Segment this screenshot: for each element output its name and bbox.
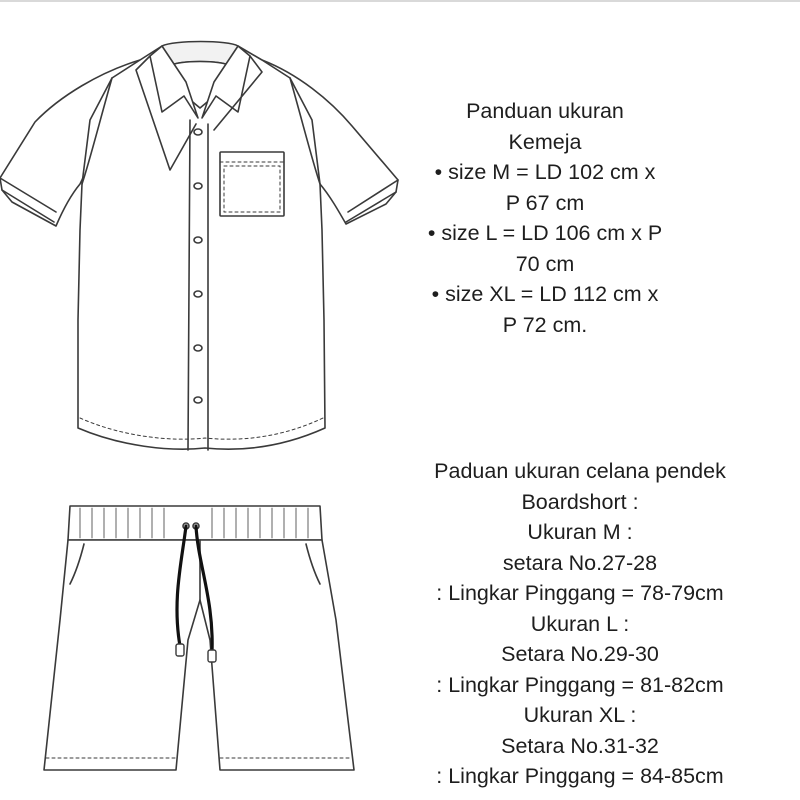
shorts-size-l-waist: : Lingkar Pinggang = 81-82cm	[436, 672, 724, 697]
shorts-size-xl-equivalent: Setara No.31-32	[501, 733, 659, 758]
shorts-size-m-waist: : Lingkar Pinggang = 78-79cm	[436, 581, 724, 605]
shorts-size-xl-label: Ukuran XL :	[523, 703, 637, 727]
shirt-size-m-length: P 67 cm	[505, 190, 585, 215]
shorts-size-guide	[405, 456, 755, 792]
shorts-size-m-label: Ukuran M :	[527, 520, 633, 544]
shirt-guide-title: Panduan ukuran	[466, 99, 624, 123]
shorts-size-l-label: Ukuran L :	[530, 611, 630, 636]
shirt-size-guide	[390, 96, 700, 340]
shirt-size-l-line: • size L = LD 106 cm x P	[427, 221, 663, 245]
shirt-size-xl-line: • size XL = LD 112 cm x	[431, 282, 659, 306]
shirt-illustration	[0, 42, 398, 451]
shorts-size-l-equivalent: Setara No.29-30	[501, 642, 659, 666]
shorts-guide-title: Paduan ukuran celana pendek	[434, 459, 726, 483]
shirt-size-l-length: 70 cm	[515, 251, 575, 276]
shorts-size-xl-waist: : Lingkar Pinggang = 84-85cm	[436, 764, 724, 788]
shirt-size-m-line: • size M = LD 102 cm x	[434, 160, 656, 184]
shorts-guide-subtitle: Boardshort :	[521, 489, 639, 514]
shorts-size-m-equivalent: setara No.27-28	[502, 550, 658, 575]
shirt-guide-subtitle: Kemeja	[508, 129, 582, 154]
shirt-size-xl-length: P 72 cm.	[502, 312, 588, 337]
